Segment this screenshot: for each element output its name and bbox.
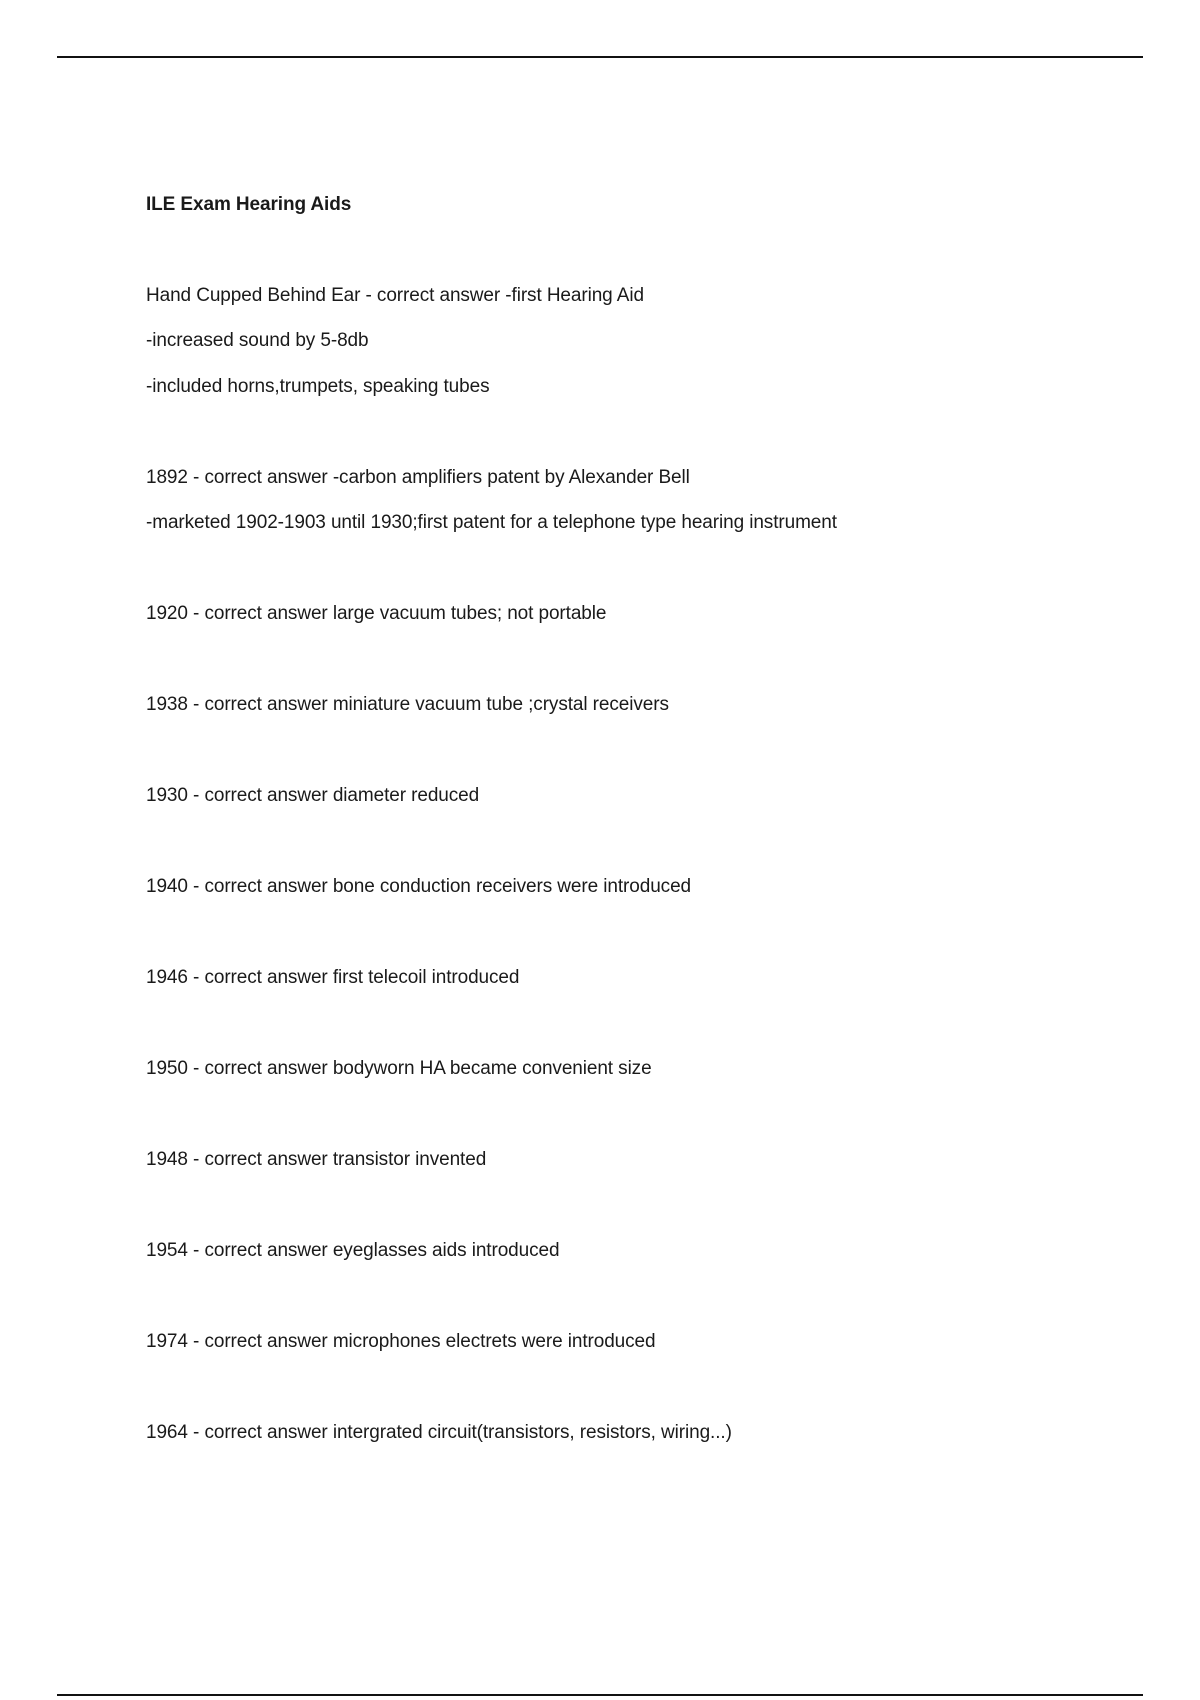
text-line: -marketed 1902-1903 until 1930;first patent for a telephone type hearing instrument: [146, 512, 837, 533]
text-line: 1892 - correct answer -carbon amplifiers patent by Alexander Bell: [146, 467, 690, 488]
text-line: -included horns,trumpets, speaking tubes: [146, 376, 490, 397]
text-line: 1930 - correct answer diameter reduced: [146, 785, 480, 806]
text-line: 1964 - correct answer intergrated circuit(transistors, resistors, wiring...): [146, 1422, 732, 1443]
text-line: 1950 - correct answer bodyworn HA became convenient size: [146, 1058, 652, 1079]
text-line: 1940 - correct answer bone conduction receivers were introduced: [146, 876, 691, 897]
text-line: Hand Cupped Behind Ear - correct answer -first Hearing Aid: [146, 285, 644, 306]
text-line: 1954 - correct answer eyeglasses aids introduced: [146, 1240, 560, 1261]
text-line: 1948 - correct answer transistor invented: [146, 1149, 487, 1170]
footer-rule: [57, 1694, 1143, 1696]
text-line: 1974 - correct answer microphones electrets were introduced: [146, 1331, 656, 1352]
text-line: 1938 - correct answer miniature vacuum tube ;crystal receivers: [146, 694, 669, 715]
text-line: 1920 - correct answer large vacuum tubes; not portable: [146, 603, 607, 624]
document-title: ILE Exam Hearing Aids: [146, 194, 352, 215]
text-line: 1946 - correct answer first telecoil introduced: [146, 967, 520, 988]
header-rule: [57, 56, 1143, 58]
text-line: -increased sound by 5-8db: [146, 330, 369, 351]
